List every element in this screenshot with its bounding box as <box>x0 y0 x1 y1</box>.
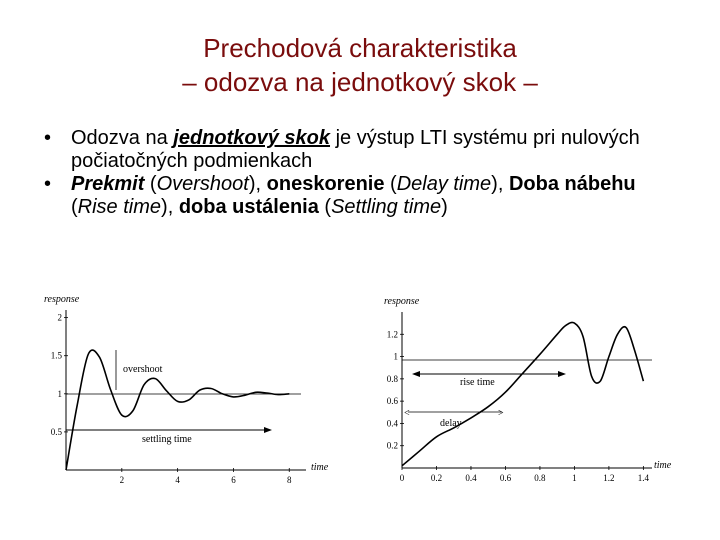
slide-title <box>0 31 720 99</box>
bullet-text-segment: Delay time <box>396 173 492 195</box>
bullet-text-segment: ), <box>161 196 179 218</box>
bullet-text-segment: ( <box>71 196 78 218</box>
bullet-text-segment: ) <box>441 196 448 218</box>
y-tick-label: 1 <box>393 351 398 362</box>
bullet-list <box>44 127 684 219</box>
rise-time-label: rise time <box>460 377 495 388</box>
chart1-ylabel: response <box>44 294 80 305</box>
slide-title-line2: – odozva na jednotkový skok – <box>182 67 538 97</box>
settling-time-label: settling time <box>142 434 192 445</box>
x-tick-label: 0.6 <box>499 473 512 483</box>
y-tick-label: 1.2 <box>386 329 398 340</box>
slide-title-line1: Prechodová charakteristika <box>203 33 517 63</box>
chart1-xlabel: time <box>311 462 329 473</box>
bullet-text-segment: Settling time <box>331 196 442 218</box>
x-tick-label: 0 <box>399 473 405 483</box>
y-tick-label: 0.6 <box>386 396 398 407</box>
bullet-text-segment: ), <box>248 173 267 195</box>
rise-time-arrowhead-left <box>412 371 420 377</box>
bullet-text-segment: je výstup LTI systému pri nulových počiatočných podmienkach <box>71 127 640 172</box>
settling-arrowhead <box>264 427 272 433</box>
bullet-item <box>44 127 684 173</box>
x-tick-label: 8 <box>287 475 292 485</box>
bullet-text-segment: jednotkový skok <box>173 127 331 149</box>
bullet-text-segment: doba ustálenia <box>178 196 319 218</box>
bullet-text-segment: Doba nábehu <box>508 173 636 195</box>
y-tick-label: 2 <box>57 312 62 323</box>
x-tick-label: 1.2 <box>603 473 615 483</box>
bullet-text-segment: ( <box>144 173 157 195</box>
bullet-text-segment: oneskorenie <box>266 173 385 195</box>
bullet-marker: • <box>44 127 52 149</box>
x-tick-label: 0.2 <box>430 473 443 483</box>
x-tick-label: 0.8 <box>534 473 546 483</box>
chart2-ylabel: response <box>384 296 420 307</box>
y-tick-label: 0.8 <box>386 373 398 384</box>
y-tick-label: 0.5 <box>50 426 62 437</box>
rise-time-arrowhead-right <box>558 371 566 377</box>
y-tick-label: 0.4 <box>386 418 398 429</box>
bullet-item <box>44 173 684 219</box>
x-tick-label: 2 <box>119 475 125 485</box>
chart1-response-curve <box>66 350 289 470</box>
y-tick-label: 1 <box>57 388 62 399</box>
delay-label: delay <box>440 418 462 429</box>
delay-arrow-right-tip: > <box>498 408 504 419</box>
bullet-text-segment: Rise time <box>77 196 162 218</box>
bullet-text-segment: ( <box>318 196 332 218</box>
bullet-text-segment: Overshoot <box>156 173 249 195</box>
overshoot-label: overshoot <box>123 364 163 375</box>
delay-arrow-left-tip: < <box>404 408 410 419</box>
bullet-marker: • <box>44 173 52 195</box>
bullet-text-segment: Prekmit <box>71 173 145 195</box>
x-tick-label: 0.4 <box>465 473 477 483</box>
x-tick-label: 6 <box>231 475 236 485</box>
x-tick-label: 1 <box>572 473 577 483</box>
chart-overshoot-settling <box>36 290 336 485</box>
chart2-response-curve <box>402 322 643 465</box>
chart2-xlabel: time <box>654 460 672 471</box>
chart-rise-delay <box>370 290 690 495</box>
y-tick-label: 0.2 <box>386 440 398 451</box>
y-tick-label: 1.5 <box>50 350 62 361</box>
x-tick-label: 1.4 <box>637 473 650 483</box>
bullet-text-segment: Odozva na <box>71 127 174 149</box>
bullet-text-segment: ( <box>384 173 397 195</box>
bullet-text-segment: ), <box>491 173 509 195</box>
x-tick-label: 4 <box>175 475 180 485</box>
